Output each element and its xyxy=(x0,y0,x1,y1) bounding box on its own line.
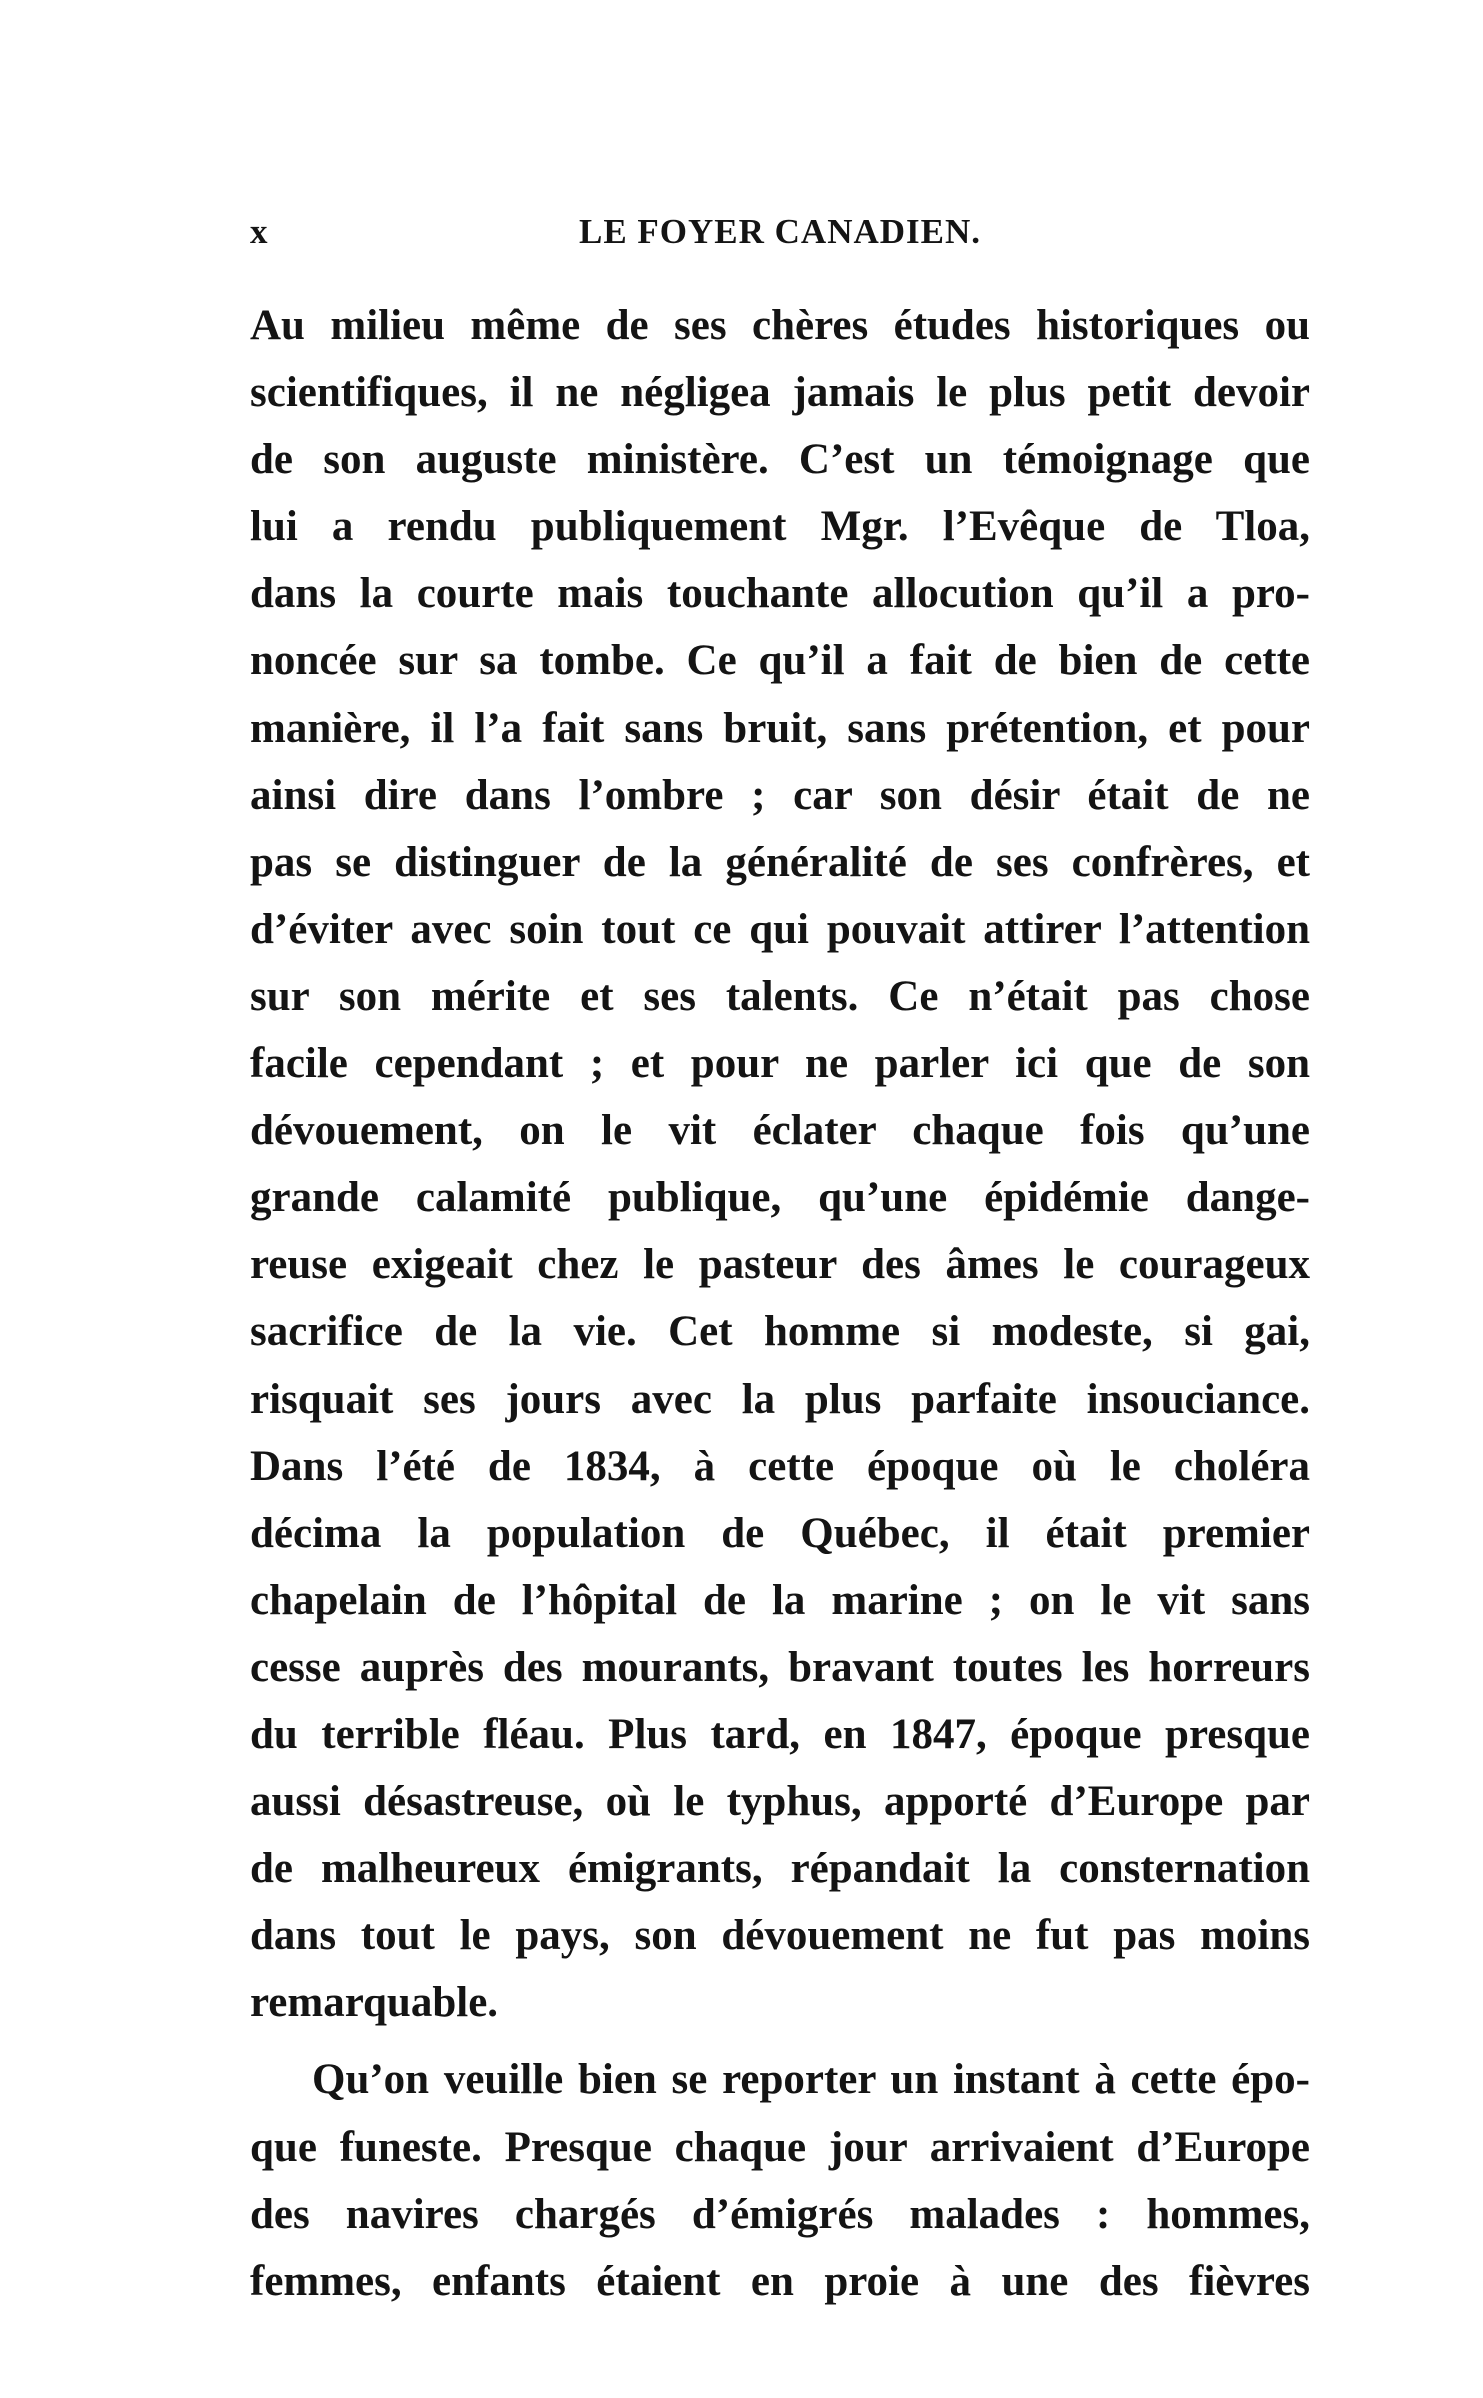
running-title: LE FOYER CANADIEN. xyxy=(578,212,982,251)
text-line: grande calamité publique, qu’une épidémie dange- xyxy=(250,1174,1310,1222)
text-line: cesse auprès des mourants, bravant toutes les horreurs xyxy=(250,1643,1310,1691)
text-line: dans la courte mais touchante allocution qu’il a pro- xyxy=(250,570,1310,618)
text-line: sur son mérite et ses talents. Ce n’était pas chose xyxy=(250,972,1310,1020)
text-line: du terrible fléau. Plus tard, en 1847, époque presque xyxy=(250,1710,1310,1758)
text-line: pas se distinguer de la généralité de ses confrères, et xyxy=(250,838,1310,886)
text-line: Dans l’été de 1834, à cette époque où le choléra xyxy=(250,1442,1310,1490)
page-number: x xyxy=(250,212,269,251)
text-line: noncée sur sa tombe. Ce qu’il a fait de bien de cette xyxy=(250,637,1310,685)
text-line: que funeste. Presque chaque jour arrivaient d’Europe xyxy=(250,2123,1310,2171)
text-line: lui a rendu publiquement Mgr. l’Evêque de Tloa, xyxy=(250,503,1310,551)
text-line: facile cependant ; et pour ne parler ici que de son xyxy=(250,1040,1310,1088)
text-line: manière, il l’a fait sans bruit, sans prétention, et pour xyxy=(250,704,1310,752)
text-line: Au milieu même de ses chères études historiques ou xyxy=(250,302,1310,349)
paragraph-spacer xyxy=(250,2036,1310,2046)
text-line: Qu’on veuille bien se reporter un instant à cette épo- xyxy=(312,2056,1310,2104)
text-line: des navires chargés d’émigrés malades : hommes, xyxy=(250,2190,1310,2238)
text-line: risquait ses jours avec la plus parfaite insouciance. xyxy=(250,1375,1310,1423)
text-line: décima la population de Québec, il était premier xyxy=(250,1509,1310,1557)
text-line: scientifiques, il ne négligea jamais le plus petit devoir xyxy=(250,369,1310,417)
text-line: ainsi dire dans l’ombre ; car son désir était de ne xyxy=(250,771,1310,819)
paragraph-2 xyxy=(250,2046,1310,2314)
paragraph-1 xyxy=(250,292,1310,2036)
running-header xyxy=(250,212,1310,272)
text-line: femmes, enfants étaient en proie à une des fièvres xyxy=(250,2257,1310,2305)
text-line: dévouement, on le vit éclater chaque fois qu’une xyxy=(250,1107,1310,1155)
text-line: chapelain de l’hôpital de la marine ; on le vit sans xyxy=(250,1576,1310,1624)
body-text xyxy=(250,292,1310,2315)
text-line: aussi désastreuse, où le typhus, apporté d’Europe par xyxy=(250,1778,1310,1826)
text-line: de malheureux émigrants, répandait la consternation xyxy=(250,1845,1310,1893)
text-line: remarquable. xyxy=(250,1979,499,2027)
text-line: dans tout le pays, son dévouement ne fut pas moins xyxy=(250,1912,1310,1960)
text-line: reuse exigeait chez le pasteur des âmes le courageux xyxy=(250,1241,1310,1289)
text-line: d’éviter avec soin tout ce qui pouvait attirer l’attention xyxy=(250,905,1310,953)
text-line: sacrifice de la vie. Cet homme si modeste, si gai, xyxy=(250,1308,1310,1356)
text-line: de son auguste ministère. C’est un témoignage que xyxy=(250,436,1310,484)
